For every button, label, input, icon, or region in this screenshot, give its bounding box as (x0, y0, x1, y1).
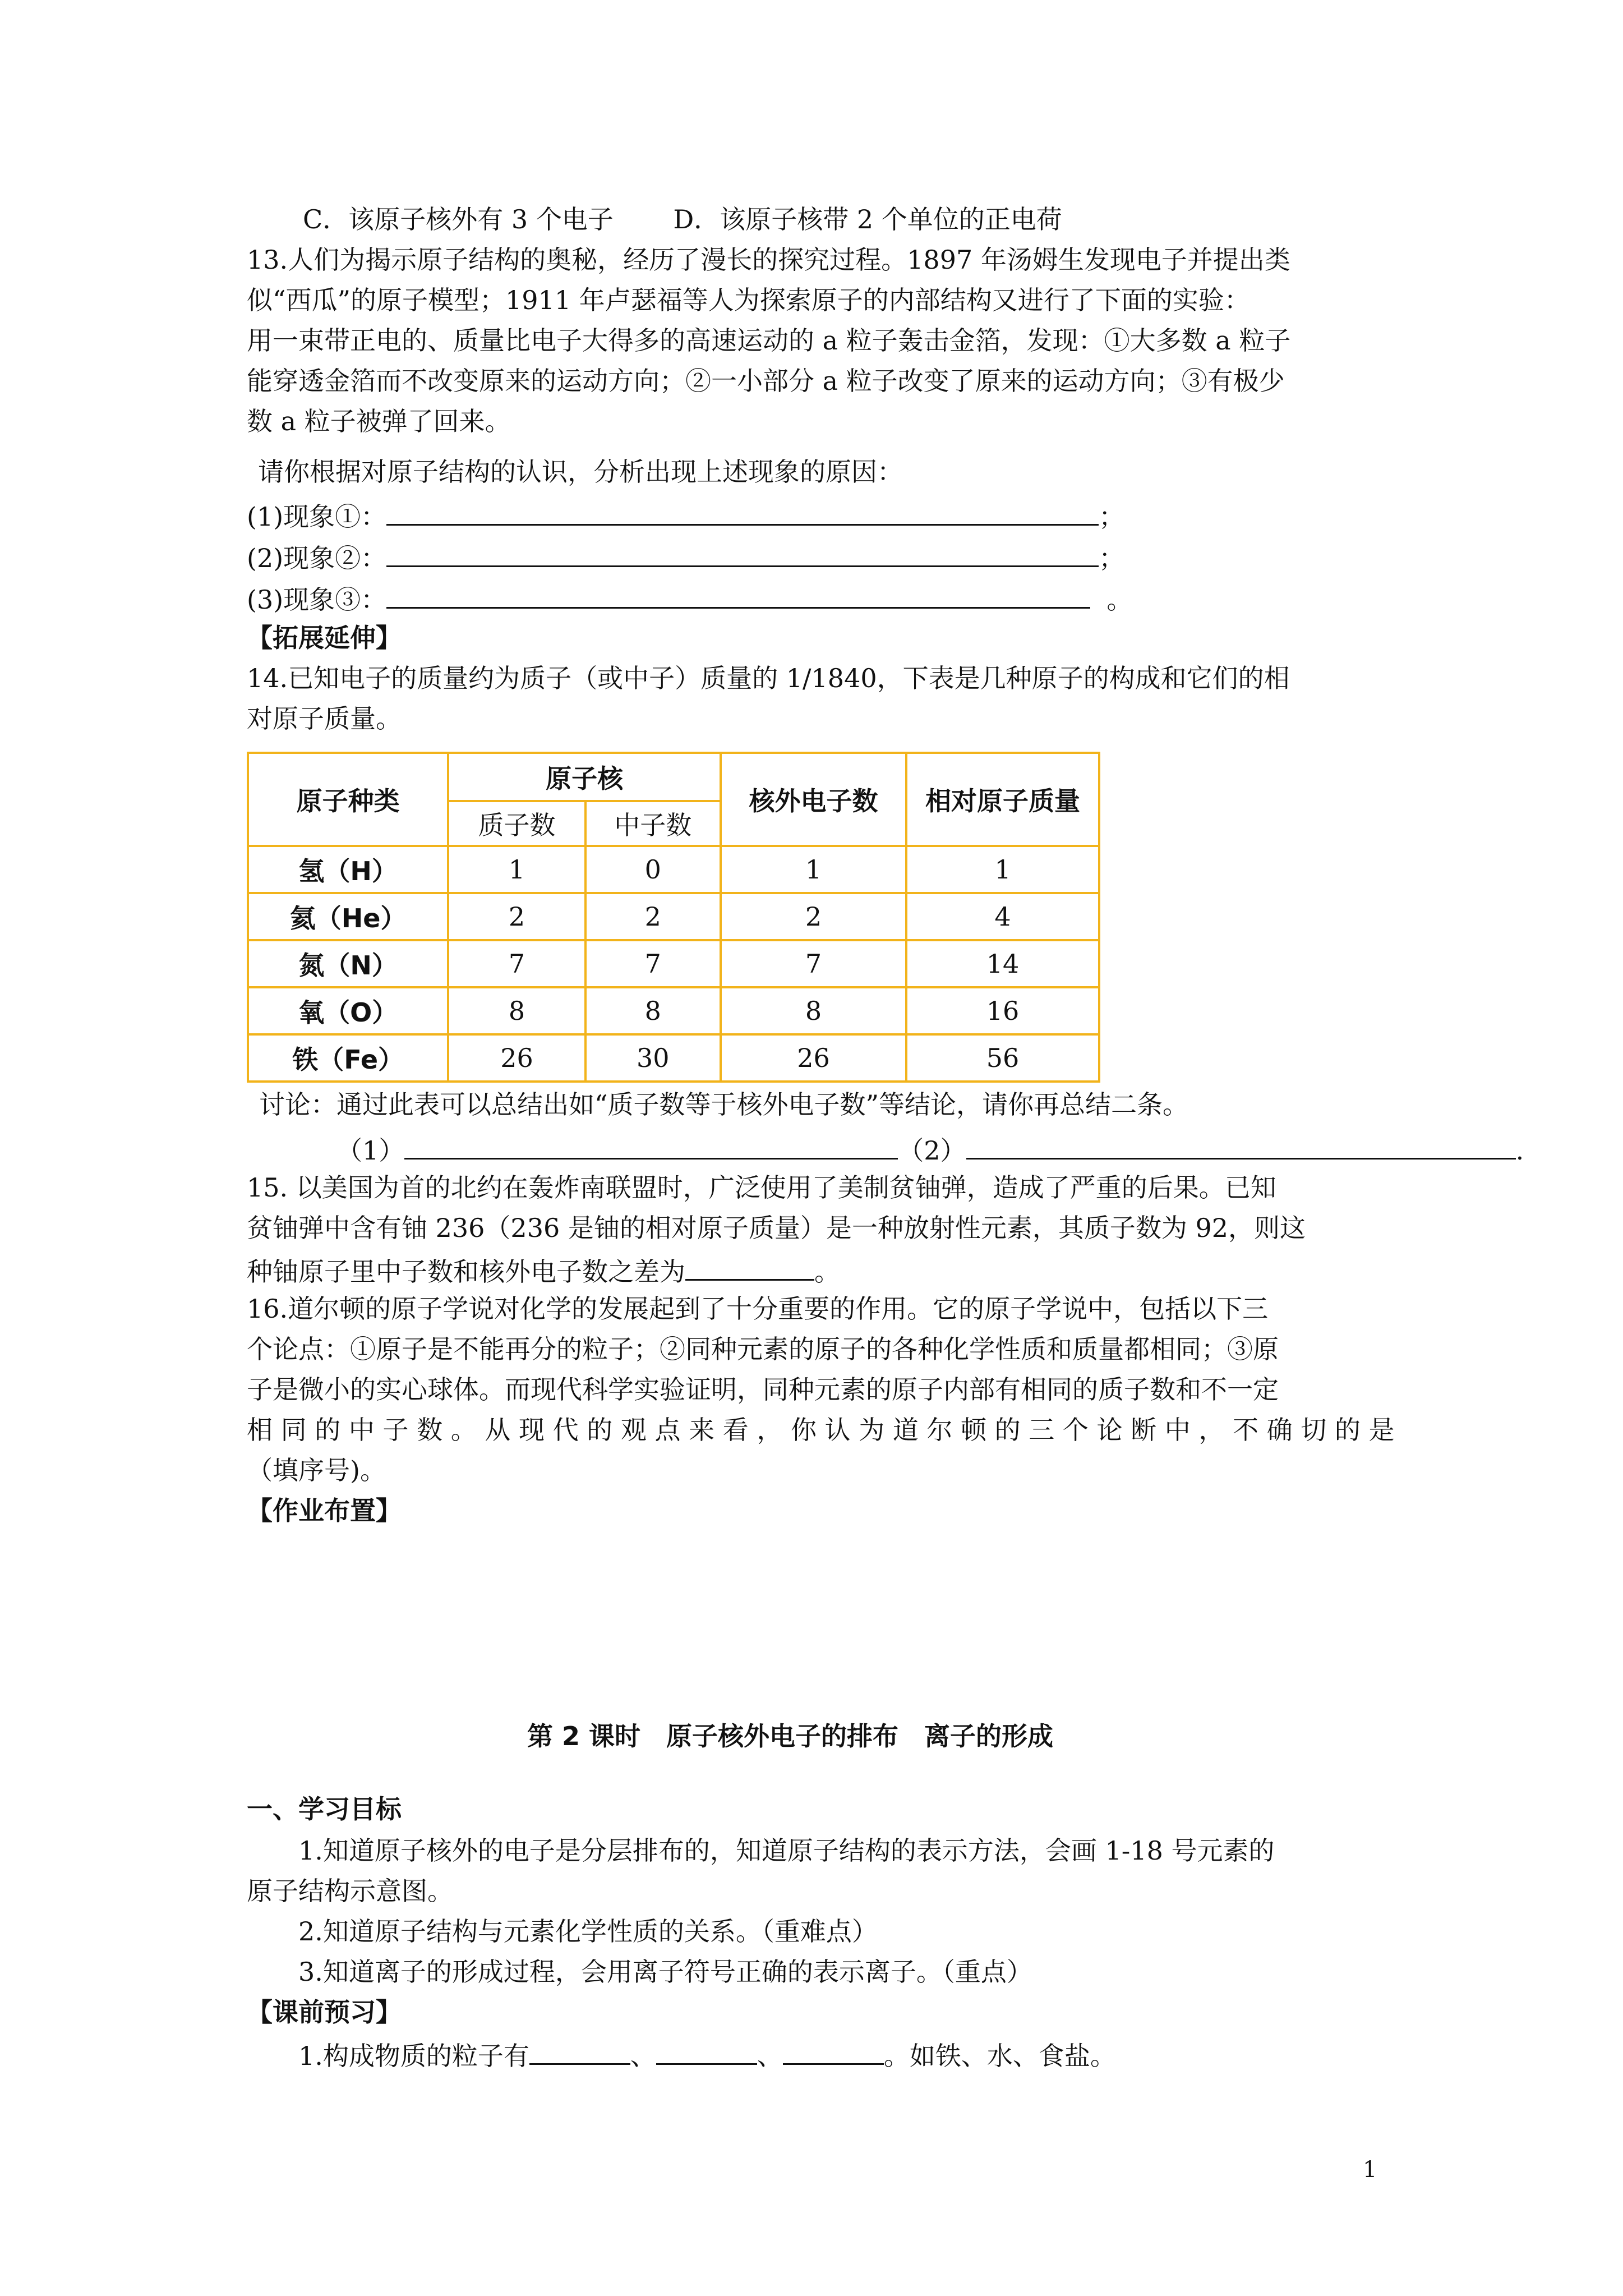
q14-line-2: 对原子质量。 (247, 703, 402, 734)
atom-kind: 氮（N） (248, 940, 448, 987)
table-row (248, 1034, 1099, 1082)
electron-count: 2 (721, 893, 906, 940)
answer-1-blank[interactable] (404, 1134, 898, 1159)
preview-1-text: 1.构成物质的粒子有 (298, 2041, 529, 2071)
header-atom-kind: 原子种类 (248, 753, 448, 846)
separator: 、 (757, 2041, 783, 2071)
q16-line-2: 个论点：①原子是不能再分的粒子；②同种元素的原子的各种化学性质和质量都相同；③原 (247, 1334, 1279, 1364)
q15-line-3 (247, 1255, 840, 1285)
header-relative-mass: 相对原子质量 (906, 753, 1099, 846)
table-row (248, 893, 1099, 940)
q15-line-2: 贫铀弹中含有铀 236（236 是铀的相对原子质量）是一种放射性元素，其质子数为 92，则这 (247, 1213, 1306, 1243)
goal-2: 2.知道原子结构与元素化学性质的关系。（重难点） (298, 1916, 878, 1947)
preview-1-end: 。如铁、水、食盐。 (883, 2041, 1116, 2071)
atom-kind: 氦（He） (248, 893, 448, 940)
phenomenon-2-end: ； (1099, 543, 1125, 573)
particle-blank-2[interactable] (656, 2040, 757, 2065)
q15-blank[interactable] (685, 1255, 814, 1281)
phenomenon-3-blank[interactable] (386, 583, 1090, 609)
header-electrons: 核外电子数 (721, 753, 906, 846)
q13-line-4: 能穿透金箔而不改变原来的运动方向；②一小部分 a 粒子改变了原来的运动方向；③有极少 (247, 366, 1285, 396)
electron-count: 7 (721, 940, 906, 987)
q15-end: 。 (814, 1257, 840, 1287)
phenomenon-3-label: (3)现象③： (247, 585, 387, 615)
relative-mass: 16 (906, 987, 1099, 1034)
electron-count: 1 (721, 846, 906, 893)
relative-mass: 1 (906, 846, 1099, 893)
discussion-prompt: 讨论：通过此表可以总结出如“质子数等于核外电子数”等结论，请你再总结二条。 (259, 1089, 1189, 1120)
goal-3: 3.知道离子的形成过程，会用离子符号正确的表示离子。（重点） (298, 1957, 1032, 1987)
q15-line-1: 15. 以美国为首的北约在轰炸南联盟时，广泛使用了美制贫铀弹，造成了严重的后果。已知 (247, 1172, 1276, 1203)
q16-line-5: （填序号)。 (247, 1455, 386, 1485)
section-preview: 【课前预习】 (247, 1997, 402, 2027)
relative-mass: 4 (906, 893, 1099, 940)
table-row (248, 987, 1099, 1034)
q13-line-2: 似“西瓜”的原子模型；1911 年卢瑟福等人为探索原子的内部结构又进行了下面的实验： (247, 285, 1250, 315)
electron-count: 26 (721, 1034, 906, 1082)
lesson-title: 第 2 课时 原子核外电子的排布 离子的形成 (527, 1721, 1054, 1751)
phenomenon-1 (247, 500, 1124, 530)
relative-mass: 14 (906, 940, 1099, 987)
q16-line-3: 子是微小的实心球体。而现代科学实验证明，同种元素的原子内部有相同的质子数和不一定 (247, 1374, 1279, 1405)
phenomenon-2-blank[interactable] (386, 542, 1099, 567)
proton-count: 1 (448, 846, 585, 893)
phenomenon-1-blank[interactable] (386, 500, 1099, 526)
q14-line-1: 14.已知电子的质量约为质子（或中子）质量的 1/1840，下表是几种原子的构成和它们的相 (247, 663, 1290, 693)
answer-2-label: （2） (898, 1135, 966, 1166)
phenomenon-1-label: (1)现象①： (247, 501, 387, 532)
neutron-count: 8 (585, 987, 721, 1034)
phenomenon-2-label: (2)现象②： (247, 543, 387, 573)
neutron-count: 2 (585, 893, 721, 940)
section-extension: 【拓展延伸】 (247, 623, 402, 653)
particle-blank-3[interactable] (783, 2040, 884, 2065)
q16-line-1: 16.道尔顿的原子学说对化学的发展起到了十分重要的作用。它的原子学说中，包括以下三 (247, 1294, 1269, 1324)
phenomenon-3 (247, 583, 1132, 613)
goals-heading: 一、学习目标 (247, 1794, 402, 1824)
relative-mass: 56 (906, 1034, 1099, 1082)
header-protons: 质子数 (448, 801, 585, 846)
atom-composition-table (247, 752, 1100, 1083)
q13-line-6: 请你根据对原子结构的认识，分析出现上述现象的原因： (258, 457, 903, 487)
goal-1-line-1: 1.知道原子核外的电子是分层排布的，知道原子结构的表示方法，会画 1-18 号元素的 (298, 1835, 1275, 1866)
q13-line-3: 用一束带正电的、质量比电子大得多的高速运动的 a 粒子轰击金箔，发现：①大多数 a 粒子 (247, 325, 1291, 356)
phenomenon-1-end: ； (1099, 501, 1125, 532)
proton-count: 26 (448, 1034, 585, 1082)
proton-count: 7 (448, 940, 585, 987)
phenomenon-3-end: 。 (1106, 585, 1133, 615)
header-neutrons: 中子数 (585, 801, 721, 846)
q13-line-5: 数 a 粒子被弹了回来。 (247, 406, 511, 436)
electron-count: 8 (721, 987, 906, 1034)
proton-count: 8 (448, 987, 585, 1034)
option-c-d: C．该原子核外有 3 个电子 D．该原子核带 2 个单位的正电荷 (303, 204, 1062, 234)
preview-1 (298, 2040, 1116, 2069)
neutron-count: 7 (585, 940, 721, 987)
goal-1-line-2: 原子结构示意图。 (247, 1876, 453, 1906)
neutron-count: 30 (585, 1034, 721, 1082)
q13-line-1: 13.人们为揭示原子结构的奥秘，经历了漫长的探究过程。1897 年汤姆生发现电子并提出类 (247, 245, 1290, 275)
q15-text: 种铀原子里中子数和核外电子数之差为 (247, 1257, 685, 1287)
table-row (248, 940, 1099, 987)
neutron-count: 0 (585, 846, 721, 893)
answer-1-label: （1） (336, 1135, 405, 1166)
discussion-answers (336, 1134, 1524, 1166)
section-homework: 【作业布置】 (247, 1496, 402, 1526)
table-row (248, 846, 1099, 893)
header-nucleus: 原子核 (448, 753, 721, 801)
proton-count: 2 (448, 893, 585, 940)
atom-kind: 氧（O） (248, 987, 448, 1034)
atom-kind: 铁（Fe） (248, 1034, 448, 1082)
answer-2-blank[interactable] (966, 1134, 1516, 1159)
particle-blank-1[interactable] (529, 2040, 630, 2065)
phenomenon-2 (247, 542, 1124, 571)
page-number: 1 (1363, 2157, 1377, 2183)
answer-end: . (1515, 1135, 1524, 1166)
separator: 、 (630, 2041, 656, 2071)
atom-kind: 氢（H） (248, 846, 448, 893)
q16-line-4: 相 同 的 中 子 数 。 从 现 代 的 观 点 来 看 ， 你 认 为 道 尔 顿 的 三 个 论 断 中 ， 不 确 切 的 是 (247, 1415, 1395, 1445)
